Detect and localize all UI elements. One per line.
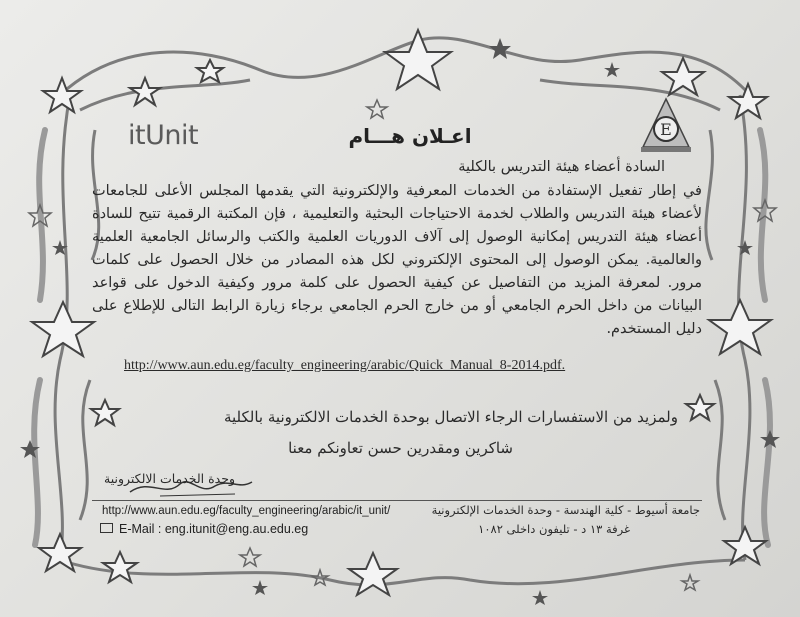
footer-url-link[interactable]: http://www.aun.edu.eg/faculty_engineering/arabic/it_unit/ [102,505,391,517]
svg-text:E: E [660,120,672,139]
footer-email[interactable] [100,522,308,536]
faculty-emblem-icon [637,97,695,155]
footer-address: جامعة أسيوط - كلية الهندسة - وحدة الخدمات الإلكترونية [431,503,700,517]
announcement-body: في إطار تفعيل الإستفادة من الخدمات المعرفية والإلكترونية التي يقدمها المجلس الأعلى للجامعات لأعضاء هيئة التدريس والطلاب لخدمة الاحتياجات البحثية والتعليمية ، فإن المكتبة الرقمية تتيح للسادة أعضاء هيئة التدريس إمكانية الوصول إلى آلاف الدوريات العلمية والكتب والرسائل الجامعية العلمية والعالمية. يمكن الوصول إلى المحتوى الإلكتروني لكل هذه المصادر من خلال الحصول على كلمات مرور. لمعرفة المزيد من التفاصيل عن كيفية الحصول على كلمة مرور وكيفية الدخول على قواعد البيانات من داخل الحرم الجامعي أو من خارج الحرم الجامعي برجاء زيارة الرابط التالى للإطلاع على دليل المستخدم. [92,183,702,337]
footer-room-phone: غرفة ١٣ د - تليفون داخلى ١٠٨٢ [478,522,630,536]
closing-thanks: شاكرين ومقدرين حسن تعاونكم معنا [288,439,513,457]
announcement-title: اعـلان هـــام [348,124,472,148]
footer-email-text: E-Mail : eng.itunit@eng.au.edu.eg [119,522,309,536]
it-unit-logo: itUnit [128,120,199,151]
signature-label: وحدة الخدمات الالكترونية [104,471,235,486]
manual-link[interactable]: http://www.aun.edu.eg/faculty_engineering/arabic/Quick_Manual_8-2014.pdf. [124,358,566,373]
envelope-icon [100,523,113,533]
closing-inquiries: ولمزيد من الاستفسارات الرجاء الاتصال بوحدة الخدمات الالكترونية بالكلية [223,408,678,426]
footer-divider [92,500,702,501]
salutation: السادة أعضاء هيئة التدريس بالكلية [458,159,665,175]
